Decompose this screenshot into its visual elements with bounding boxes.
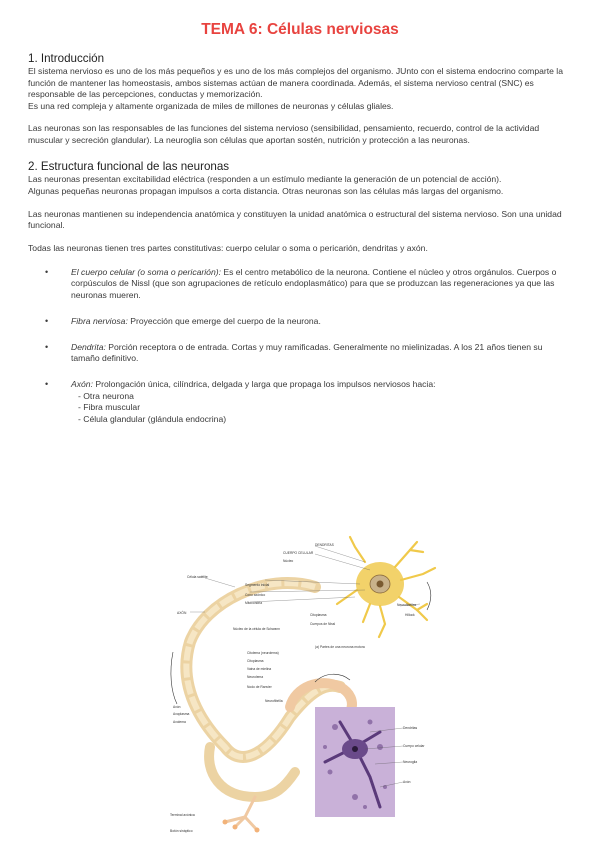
label-boton-sinaptico: Botón sináptico [170,829,193,833]
label-citoplasma: Citoplasma [310,613,327,617]
label-axon-mid: Axón [173,705,181,709]
term: El cuerpo celular (o soma o pericarión): [71,266,221,277]
bullet: • [45,315,49,326]
term: Dendrita: [71,341,106,352]
label-segmento-inicial: Segmento inicial [245,583,270,587]
label-hillock: Hillock [405,613,415,617]
label-celula-satelite: Célula satélite [187,575,208,579]
axon-target: - Fibra muscular [78,402,141,413]
section-heading-introduccion: 1. Introducción [28,52,105,65]
label-neurofibrilla: Neurofibrilla [265,699,283,703]
label-nucleo-schwann: Núcleo de la célula de Schwann [233,627,280,631]
axon-target: - Célula glandular (glándula endocrina) [78,414,227,425]
parts-list [28,267,572,426]
label-nucleo: Núcleo [283,559,294,563]
definition: Prolongación única, cilíndrica, delgada y larga que propaga los impulsos nerviosos hacia: [92,378,436,389]
label-axolema: Axolema [173,720,186,724]
bullet: • [45,266,49,277]
term: Axón: [71,378,93,389]
label-cuerpo-celular: CUERPO CELULAR [283,551,314,555]
label-neurofibrillas: Neurofibrillas [397,603,417,607]
paragraph: Es una red compleja y altamente organizada de miles de millones de neuronas y células gliales. [28,101,394,112]
bullet: • [45,378,49,389]
page-title: TEMA 6: Células nerviosas [201,21,399,38]
definition: Proyección que emerge del cuerpo de la neurona. [127,315,321,326]
label-citolema: Citolema (neurolema) [247,651,279,655]
label-dendritas: DENDRITAS [315,543,334,547]
definition: Es el centro metabólico de la neurona. Contiene el núcleo y otros orgánulos. Cuerpos o corpúsculos de Nissl (que son agrupaciones de retículo endoplasmático) para que se produzcan las regeneraciones ya que las neuronas mueren. [71,266,557,301]
label-axoplasma: Axoplasma [173,712,190,716]
label-vaina-mielina: Vaina de mielina [247,667,272,671]
neuron-diagram [165,532,440,840]
paragraph: Las neuronas son las responsables de las funciones del sistema nervioso (sensibilidad, pensamiento, recuerdo, control de la actividad muscular y secreción glandular). La neuroglia son células que aportan sostén, nutrición y protección a las neuronas. [28,122,540,145]
label-terminal-axonica: Terminal axónica [170,813,195,817]
term: Fibra nerviosa: [71,315,128,326]
list-item [28,379,572,426]
label-dendritas-micro: Dendritas [403,726,418,730]
label-cono-axonico: Cono axónico [245,593,266,597]
label-cuerpos-nissl: Cuerpos de Nissl [310,622,336,626]
label-neurolema: Neurolema [247,675,264,679]
neuron-illustration [165,532,440,840]
bullet: • [45,341,49,352]
paragraph: Algunas pequeñas neuronas propagan impulsos a corta distancia. Otras neuronas son las células más largas del organismo. [28,185,504,196]
paragraph: Las neuronas presentan excitabilidad eléctrica (responden a un estímulo mediante la generación de un potencial de acción). [28,174,502,185]
label-neuroglia: Neuroglia [403,760,418,764]
figure-caption: (a) Partes de una neurona motora [315,645,365,649]
paragraph: El sistema nervioso es uno de los más pequeños y es uno de los más complejos del organismo. JUnto con el sistema endocrino comparte la función de mantener las homeostasis, ambos sistemas actúan de manera coordinada. Además, el sistema nervioso central (SNC) es responsable de las percepciones, conductas y memorización. [28,66,563,100]
paragraph: Todas las neuronas tienen tres partes constitutivas: cuerpo celular o soma o pericarión, dendritas y axón. [28,243,428,254]
paragraph: Las neuronas mantienen su independencia anatómica y constituyen la unidad anatómica o estructural del sistema nervioso. Son una unidad funcional. [28,208,562,231]
definition: Porción receptora o de entrada. Cortas y muy ramificadas. Generalmente no mielinizadas. A los 21 años tienen su tamaño definitivo. [71,341,543,364]
label-nodo-ranvier: Nodo de Ranvier [247,685,272,689]
list-item [28,342,572,365]
label-axon: AXÓN [177,611,187,615]
axon-target: - Otra neurona [78,390,134,401]
label-axon-micro: Axón [403,780,411,784]
label-mitocondria: Mitocondria [245,601,263,605]
label-citoplasma-mid: Citoplasma [247,659,264,663]
label-cuerpo-celular-micro: Cuerpo celular [403,744,425,748]
section-heading-estructura: 2. Estructura funcional de las neuronas [28,160,230,174]
list-item [28,267,572,302]
list-item [28,316,572,328]
